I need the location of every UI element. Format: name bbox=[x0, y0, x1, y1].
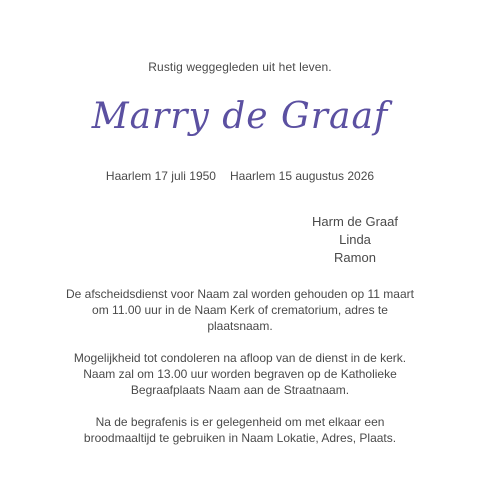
birth-date: Haarlem 17 juli 1950 bbox=[105, 169, 216, 183]
life-dates bbox=[0, 169, 480, 183]
service-paragraph: De afscheidsdienst voor Naam zal worden gehouden op 11 maart om 11.00 uur in de Naam Kerk of crematorium, adres te plaatsnaam. bbox=[66, 287, 414, 333]
family-member: Ramon bbox=[334, 250, 376, 265]
reception-paragraph: Na de begrafenis is er gelegenheid om met elkaar een broodmaaltijd te gebruiken in Naam Lokatie, Adres, Plaats. bbox=[83, 415, 397, 445]
condolence-paragraph: Mogelijkheid tot condoleren na afloop van de dienst in de kerk. Naam zal om 13.00 uur worden begraven op de Katholieke Begraafplaats Naam aan de Straatnaam. bbox=[73, 351, 407, 397]
family-list bbox=[300, 213, 410, 267]
intro-text: Rustig weggegleden uit het leven. bbox=[148, 60, 332, 74]
death-date: Haarlem 15 augustus 2026 bbox=[229, 169, 375, 183]
family-member: Harm de Graaf bbox=[312, 214, 398, 229]
deceased-name: Marry de Graaf bbox=[91, 96, 389, 137]
family-member: Linda bbox=[339, 232, 371, 247]
